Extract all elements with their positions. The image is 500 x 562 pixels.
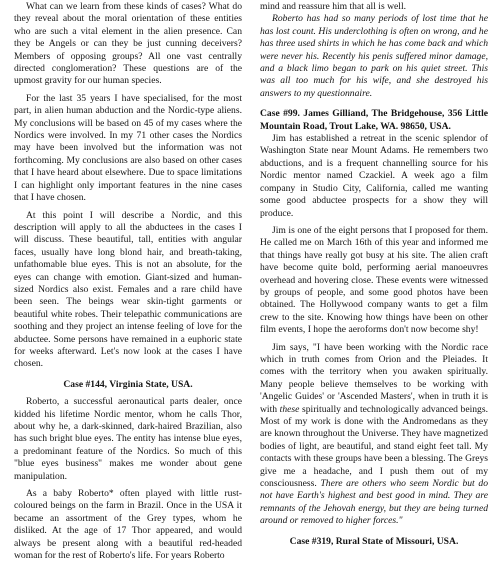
paragraph-jim-quote bbox=[260, 342, 488, 528]
paragraph-nordic-description: At this point I will describe a Nordic, and this description will apply to all the abductees in the cases I will discuss. These beautiful, tall, entities with angular faces, usually have long blond hair, and breath-taking, unfathomable blue eyes. This is not an absolute, for the eyes can change with emotion. Giant-sized and human-sized Nordics also exist. Females and a rare child have been seen. The beings wear skin-tight garments or beautiful white robes. Their telepathic communications are soothing and they project an intense feeling of love for the abductee. Some persons have remained in a euphoric state for weeks afterward. Let's now look at the cases I have chosen. bbox=[14, 209, 242, 370]
quote-text-middle: spiritually and technologically advanced beings. Most of my work is done with the Andromedans as they are known throughout the Universe. They have magnetized bodies of light, are beautiful, and stand eight feet tall. My contacts with these groups have been a blessing. The Greys give me a headache, and I push them out of my consciousness. bbox=[260, 403, 488, 490]
paragraph-specialisation: For the last 35 years I have specialised, for the most part, in alien human abduction and the Nordic-type aliens. My conclusions will be based on 45 of my cases where the Nordics were involved. In my 71 other cases the Nordics may have been involved but the information was not forthcoming. My conclusions are also based on other cases that I have heard about elsewhere. Due to space limitations I can highlight only important features in the nine cases that I have chosen. bbox=[14, 92, 242, 204]
italic-text: Roberto has had so many periods of lost time that he has lost count. His underclothing is often on wrong, and he has three used shirts in which he has come back and which were never his. Recently his penis suffered minor damage, and a black limo began to park on his quiet street. This was all too much for his wife, and she destroyed his answers to my questionnaire. bbox=[260, 13, 488, 99]
right-column bbox=[260, 1, 488, 547]
two-column-layout bbox=[14, 1, 488, 562]
paragraph-jim-film: Jim is one of the eight persons that I proposed for them. He called me on March 16th of this year and informed me that things have really got busy at his site. The alien craft have become quite bold, performing aerial manoeuvres overhead and hovering close. These events were witnessed by groups of people, and some good photos have been obtained. The Hollywood company wants to get a film crew to the site. Knowing how things have been on other film events, I hope the aeroforms don't now become shy! bbox=[260, 224, 488, 336]
paragraph-continued: mind and reassure him that all is well. bbox=[260, 1, 407, 12]
quote-emphasis: these bbox=[279, 403, 300, 415]
case-heading-99: Case #99. James Gilliand, The Bridgehouse, 356 Little Mountain Road, Trout Lake, WA. 98650, USA. bbox=[260, 108, 488, 132]
case-heading-144: Case #144, Virginia State, USA. bbox=[63, 378, 193, 390]
quote-text-start: Jim says, "I have been working with the Nordic race which in truth comes from Orion and the Pleiades. It comes with the territory when you awaken spiritually. Many people believe themselves to be working with 'Angelic Guides' or 'Ascended Masters', when in truth it is with bbox=[260, 341, 488, 415]
left-column bbox=[14, 1, 242, 562]
case-heading-319: Case #319, Rural State of Missouri, USA. bbox=[289, 535, 459, 547]
paragraph-jim-retreat: Jim has established a retreat in the scenic splendor of Washington State near Mount Adams. He remembers two abductions, and is a frequent channelling source for his Nordic mentor named Czackiel. A week ago a film company in Studio City, California, called me wanting some good abductee prospects for a show they will produce. bbox=[260, 133, 488, 219]
quote-italic-end: There are others who seem Nordic but do not have Earth's highest and best good in mind. They are remnants of the Jehovah energy, but they are being turned around or removed to higher forces." bbox=[260, 478, 488, 527]
paragraph-intro-questions: What can we learn from these kinds of cases? What do they reveal about the moral orientation of these entities who are such a vital element in the alien presence. Can they be Angels or can they be just cunning deceivers? Members of opposing groups? All one vast centrally directed conglomeration? These questions are of the upmost gravity for our human species. bbox=[14, 1, 242, 87]
paragraph-roberto-lost-time bbox=[260, 13, 488, 100]
paragraph-roberto-intro: Roberto, a successful aeronautical parts dealer, once kidded his lifetime Nordic mentor, whom he calls Thor, about why he, a dark-skinned, dark-haired Brazilian, also has such bright blue eyes. The entity has intense blue eyes, a predominant feature of the Nordics. So much of this "blue eyes business" makes me wonder about gene manipulation. bbox=[14, 396, 242, 482]
paragraph-roberto-childhood: As a baby Roberto* often played with little rust-coloured beings on the farm in Brazil. Once in the USA it became an assortment of the Grey types, whom he disliked. At the age of 17 Thor appeared, and would always be present along with a beautiful red-headed woman for the rest of Roberto's life. For years Roberto bbox=[14, 488, 242, 562]
